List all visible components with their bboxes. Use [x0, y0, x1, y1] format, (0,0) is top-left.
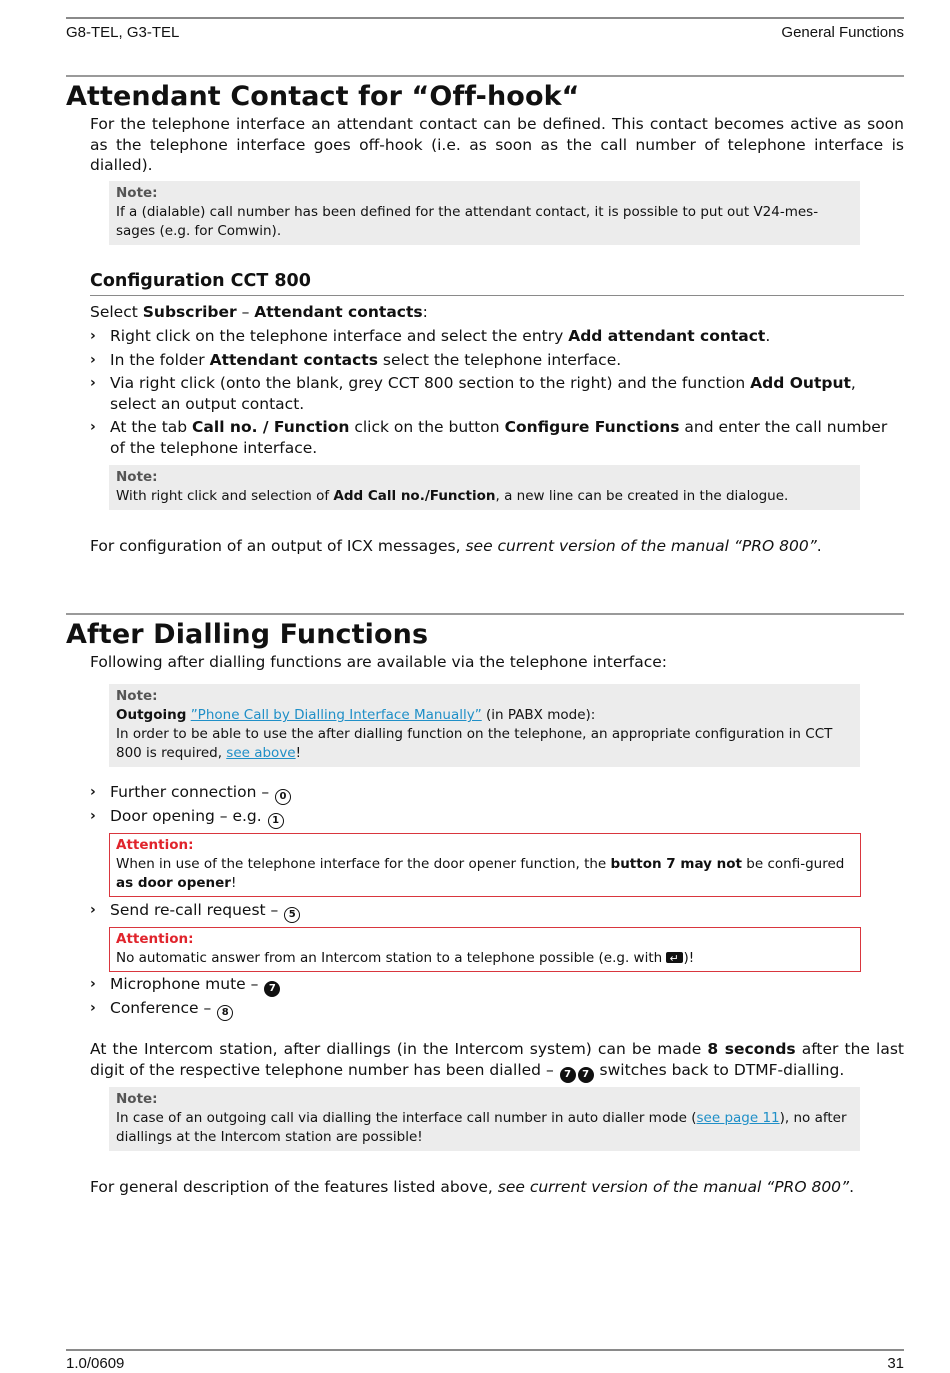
chevron-right-icon: ›: [90, 784, 96, 800]
chevron-right-icon: ›: [90, 419, 96, 435]
attention-text: When in use of the telephone interface for the door opener function, the button 7 may not be confi-gured as door opener!: [116, 856, 845, 891]
note-text: If a (dialable) call number has been defined for the attendant contact, it is possible to put out V24-mes-sages (e.g. for Comwin).: [116, 204, 819, 239]
list-item: › Conference – 8: [90, 998, 904, 1021]
section2-intro: Following after dialling functions are available via the telephone interface:: [90, 653, 667, 671]
attention-label: Attention:: [116, 837, 194, 853]
section-rule: [66, 613, 904, 615]
section-rule: [66, 75, 904, 77]
header-product: G8-TEL, G3-TEL: [66, 24, 180, 41]
footer-rule: [66, 1349, 904, 1351]
list-item: › Via right click (onto the blank, grey CCT 800 section to the right) and the function Add Output, select an output contact.: [90, 374, 856, 413]
select-instruction: Select Subscriber – Attendant contacts:: [90, 303, 428, 321]
attention-box: [109, 927, 861, 972]
header-rule: [66, 17, 904, 19]
keypad-key-icon: 1: [268, 813, 284, 829]
chevron-right-icon: ›: [90, 328, 96, 344]
section1-intro: For the telephone interface an attendant contact can be defined. This contact becomes active as soon as the telephone interface goes off-hook (i.e. as soon as the call number of telephone interface is dialled).: [90, 115, 904, 174]
list-item: › Right click on the telephone interface and select the entry Add attendant contact.: [90, 327, 771, 345]
section2-intercom-paragraph: At the Intercom station, after diallings (in the Intercom system) can be made 8 seconds after the last digit of the respective telephone number has been dialled – 7 7 switches back to DTMF-dialling.: [90, 1039, 904, 1083]
note-label: Note:: [116, 1091, 158, 1107]
note-box: [109, 684, 860, 767]
chevron-right-icon: ›: [90, 375, 96, 391]
list-item: › Door opening – e.g. 1: [90, 806, 904, 829]
note-label: Note:: [116, 469, 158, 485]
note-box: [109, 181, 860, 245]
chevron-right-icon: ›: [90, 976, 96, 992]
chevron-right-icon: ›: [90, 352, 96, 368]
attention-label: Attention:: [116, 931, 194, 947]
list-item: › At the tab Call no. / Function click on the button Configure Functions and enter the call number of the telephone interface.: [90, 418, 888, 457]
note-text: In case of an outgoing call via dialling the interface call number in auto dialler mode (see page 11), no after diallings at the Intercom station are possible!: [116, 1110, 847, 1145]
keypad-key-icon: 5: [284, 907, 300, 923]
section2-outro: For general description of the features listed above, see current version of the manual “PRO 800”.: [90, 1178, 855, 1196]
list-item: › Microphone mute – 7: [90, 974, 904, 997]
section-title-attendant-contact: Attendant Contact for “Off-hook“: [66, 81, 580, 112]
note-label: Note:: [116, 185, 158, 201]
subheading-rule: [90, 295, 904, 296]
chevron-right-icon: ›: [90, 808, 96, 824]
section-title-after-dialling: After Dialling Functions: [66, 619, 429, 650]
link-see-above[interactable]: see above: [226, 745, 296, 761]
keypad-key-icon: 8: [217, 1005, 233, 1021]
attention-text: No automatic answer from an Intercom station to a telephone possible (e.g. with ↵)!: [116, 950, 694, 966]
note-box: [109, 1087, 860, 1151]
list-item: › Further connection – 0: [90, 782, 904, 805]
link-see-page-11[interactable]: see page 11: [696, 1110, 780, 1126]
note-text: Outgoing ”Phone Call by Dialling Interface Manually” (in PABX mode): In order to be able to use the after dialling function on the telephone, an appropriate configuration in CCT 800 is required, see above!: [116, 707, 833, 761]
list-item: › Send re-call request – 5: [90, 900, 904, 923]
note-label: Note:: [116, 688, 158, 704]
keypad-key-icon: 7: [578, 1067, 594, 1083]
enter-key-icon: [666, 952, 683, 963]
page-number: 31: [887, 1355, 904, 1372]
section1-outro: For configuration of an output of ICX messages, see current version of the manual “PRO 800”.: [90, 537, 822, 555]
attention-box: [109, 833, 861, 897]
header-chapter: General Functions: [781, 24, 904, 41]
note-text: With right click and selection of Add Call no./Function, a new line can be created in the dialogue.: [116, 488, 789, 504]
footer-version: 1.0/0609: [66, 1355, 125, 1372]
link-phone-call-manually[interactable]: ”Phone Call by Dialling Interface Manually”: [190, 707, 482, 723]
keypad-key-icon: 7: [560, 1067, 576, 1083]
keypad-key-icon: 7: [264, 981, 280, 997]
chevron-right-icon: ›: [90, 902, 96, 918]
note-box: [109, 465, 860, 510]
chevron-right-icon: ›: [90, 1000, 96, 1016]
list-item: › In the folder Attendant contacts select the telephone interface.: [90, 351, 622, 369]
subheading-configuration: Configuration CCT 800: [90, 271, 311, 291]
keypad-key-icon: 0: [275, 789, 291, 805]
